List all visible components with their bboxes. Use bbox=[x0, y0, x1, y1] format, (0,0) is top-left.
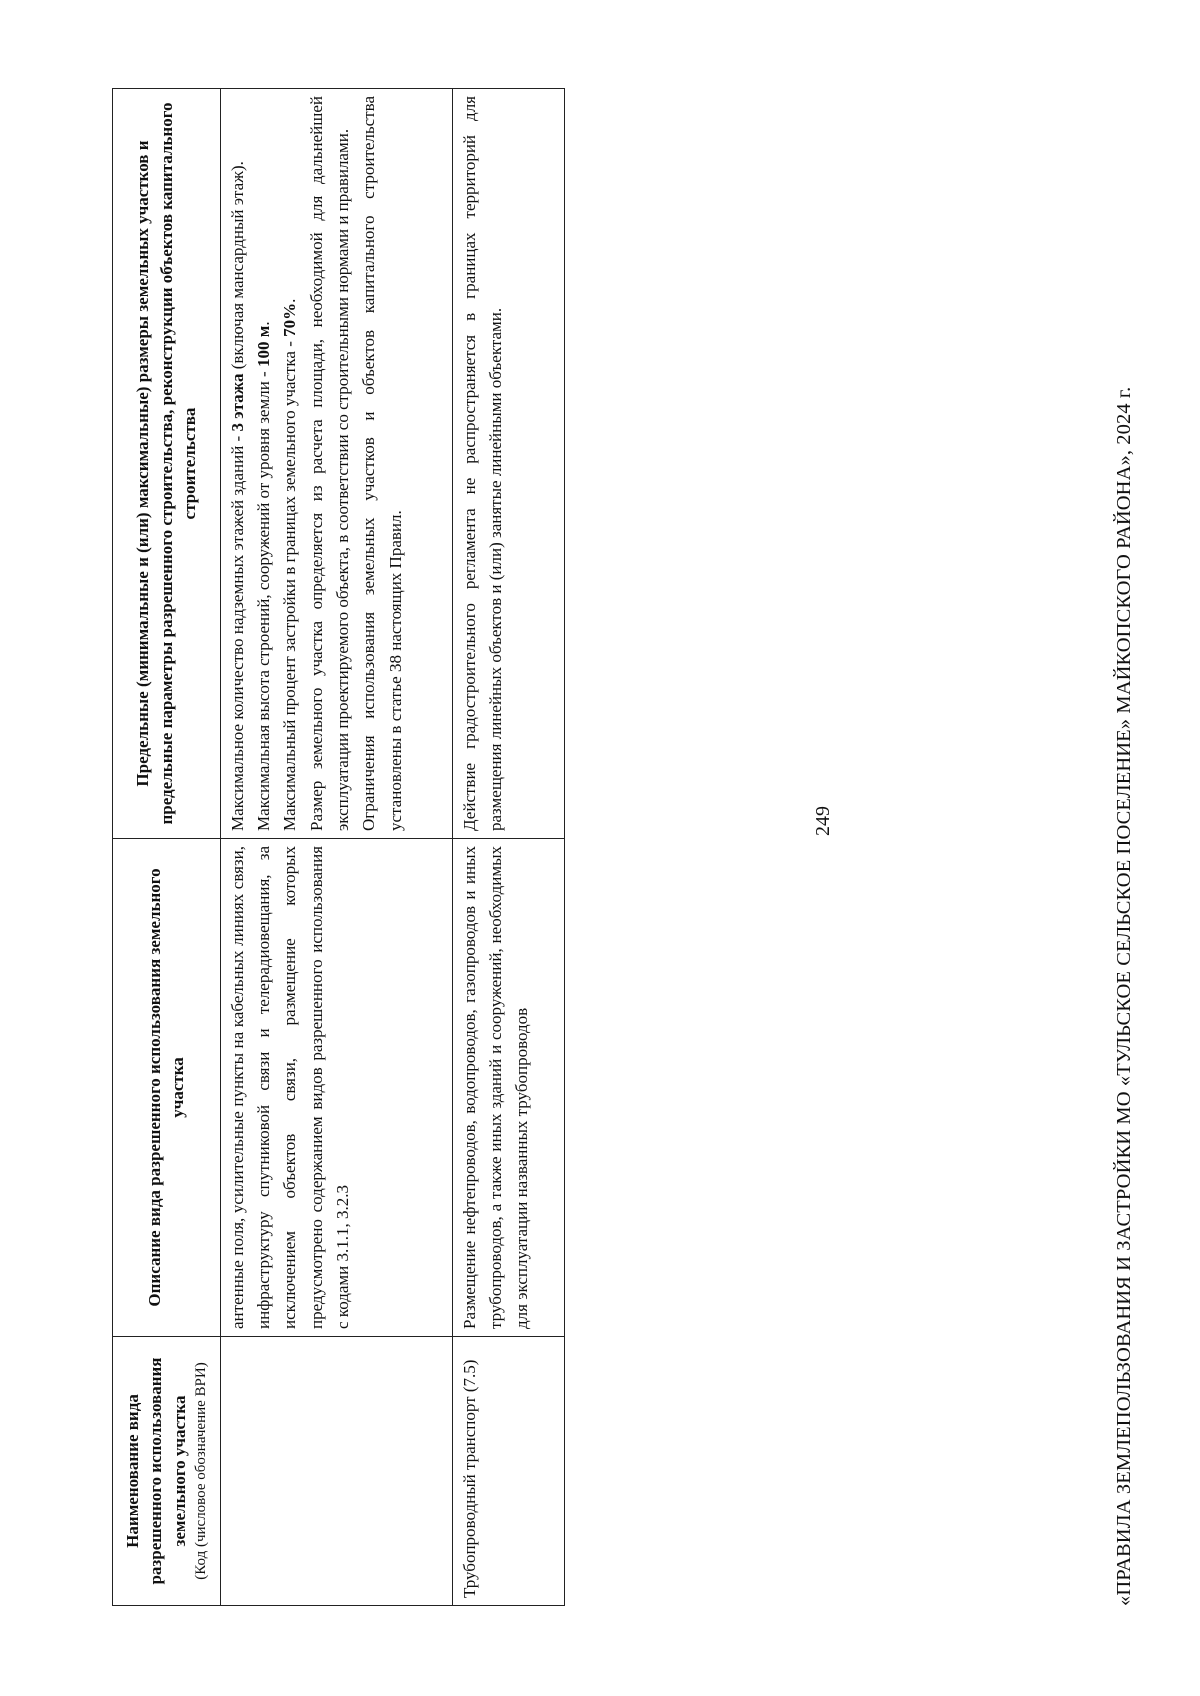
header-name-note: (Код (числовое обозначение ВРИ) bbox=[193, 1362, 210, 1580]
row-parameters-cell bbox=[220, 89, 452, 839]
table-row bbox=[220, 89, 452, 1606]
param-floors: Максимальное количество надземных этажей зданий - 3 этажа (включая мансардный этаж). bbox=[227, 161, 247, 831]
header-description-column: Описание вида разрешенного использования земельного участка bbox=[113, 839, 221, 1337]
param-height: Максимальная высота строений, сооружений от уровня земли - 100 м. bbox=[253, 321, 273, 831]
row-name-cell: Трубопроводный транспорт (7.5) bbox=[452, 1337, 564, 1606]
document-footer: «ПРАВИЛА ЗЕМЛЕПОЛЬЗОВАНИЯ И ЗАСТРОЙКИ МО «ТУЛЬСКОЕ СЕЛЬСКОЕ ПОСЕЛЕНИЕ» МАЙКОПСКОГО РАЙОНА», 2024 г. bbox=[1113, 386, 1135, 1606]
page-number: 249 bbox=[812, 806, 834, 836]
header-parameters-column: Предельные (минимальные и (или) максимальные) размеры земельных участков и предельные параметры разрешенного строительства, реконструкции объектов капитального строительства bbox=[113, 89, 221, 839]
param-coverage: Максимальный процент застройки в границах земельного участка - 70%. bbox=[280, 298, 300, 831]
row-description-cell: Размещение нефтепроводов, водопроводов, газопроводов и иных трубопроводов, а также иных зданий и сооружений, необходимых для эксплуатации названных трубопроводов bbox=[452, 839, 564, 1337]
param-restrictions: Ограничения использования земельных участков и объектов капитального строительства установлены в статье 38 настоящих Правил. bbox=[359, 96, 405, 831]
param-plot-size: Размер земельного участка определяется из расчета площади, необходимой для дальнейшей эксплуатации проектируемого объекта, в соответствии со строительными нормами и правилами. bbox=[306, 96, 352, 831]
row-description-cell: антенные поля, усилительные пункты на кабельных линиях связи, инфраструктуру спутниковой связи и телерадиовещания, за исключением объектов связи, размещение которых предусмотрено содержанием видов разрешенного использования с кодами 3.1.1, 3.2.3 bbox=[220, 839, 452, 1337]
row-parameters-cell: Действие градостроительного регламента не распространяется в границах территорий для размещения линейных объектов и (или) занятые линейными объектами. bbox=[452, 89, 564, 839]
regulations-table bbox=[112, 88, 565, 1606]
table-header-row bbox=[113, 89, 221, 1606]
row-name-cell bbox=[220, 1337, 452, 1606]
table-row bbox=[452, 89, 564, 1606]
header-name-title: Наименование вида разрешенного использования земельного участка bbox=[123, 1357, 189, 1585]
header-name-column bbox=[113, 1337, 221, 1606]
